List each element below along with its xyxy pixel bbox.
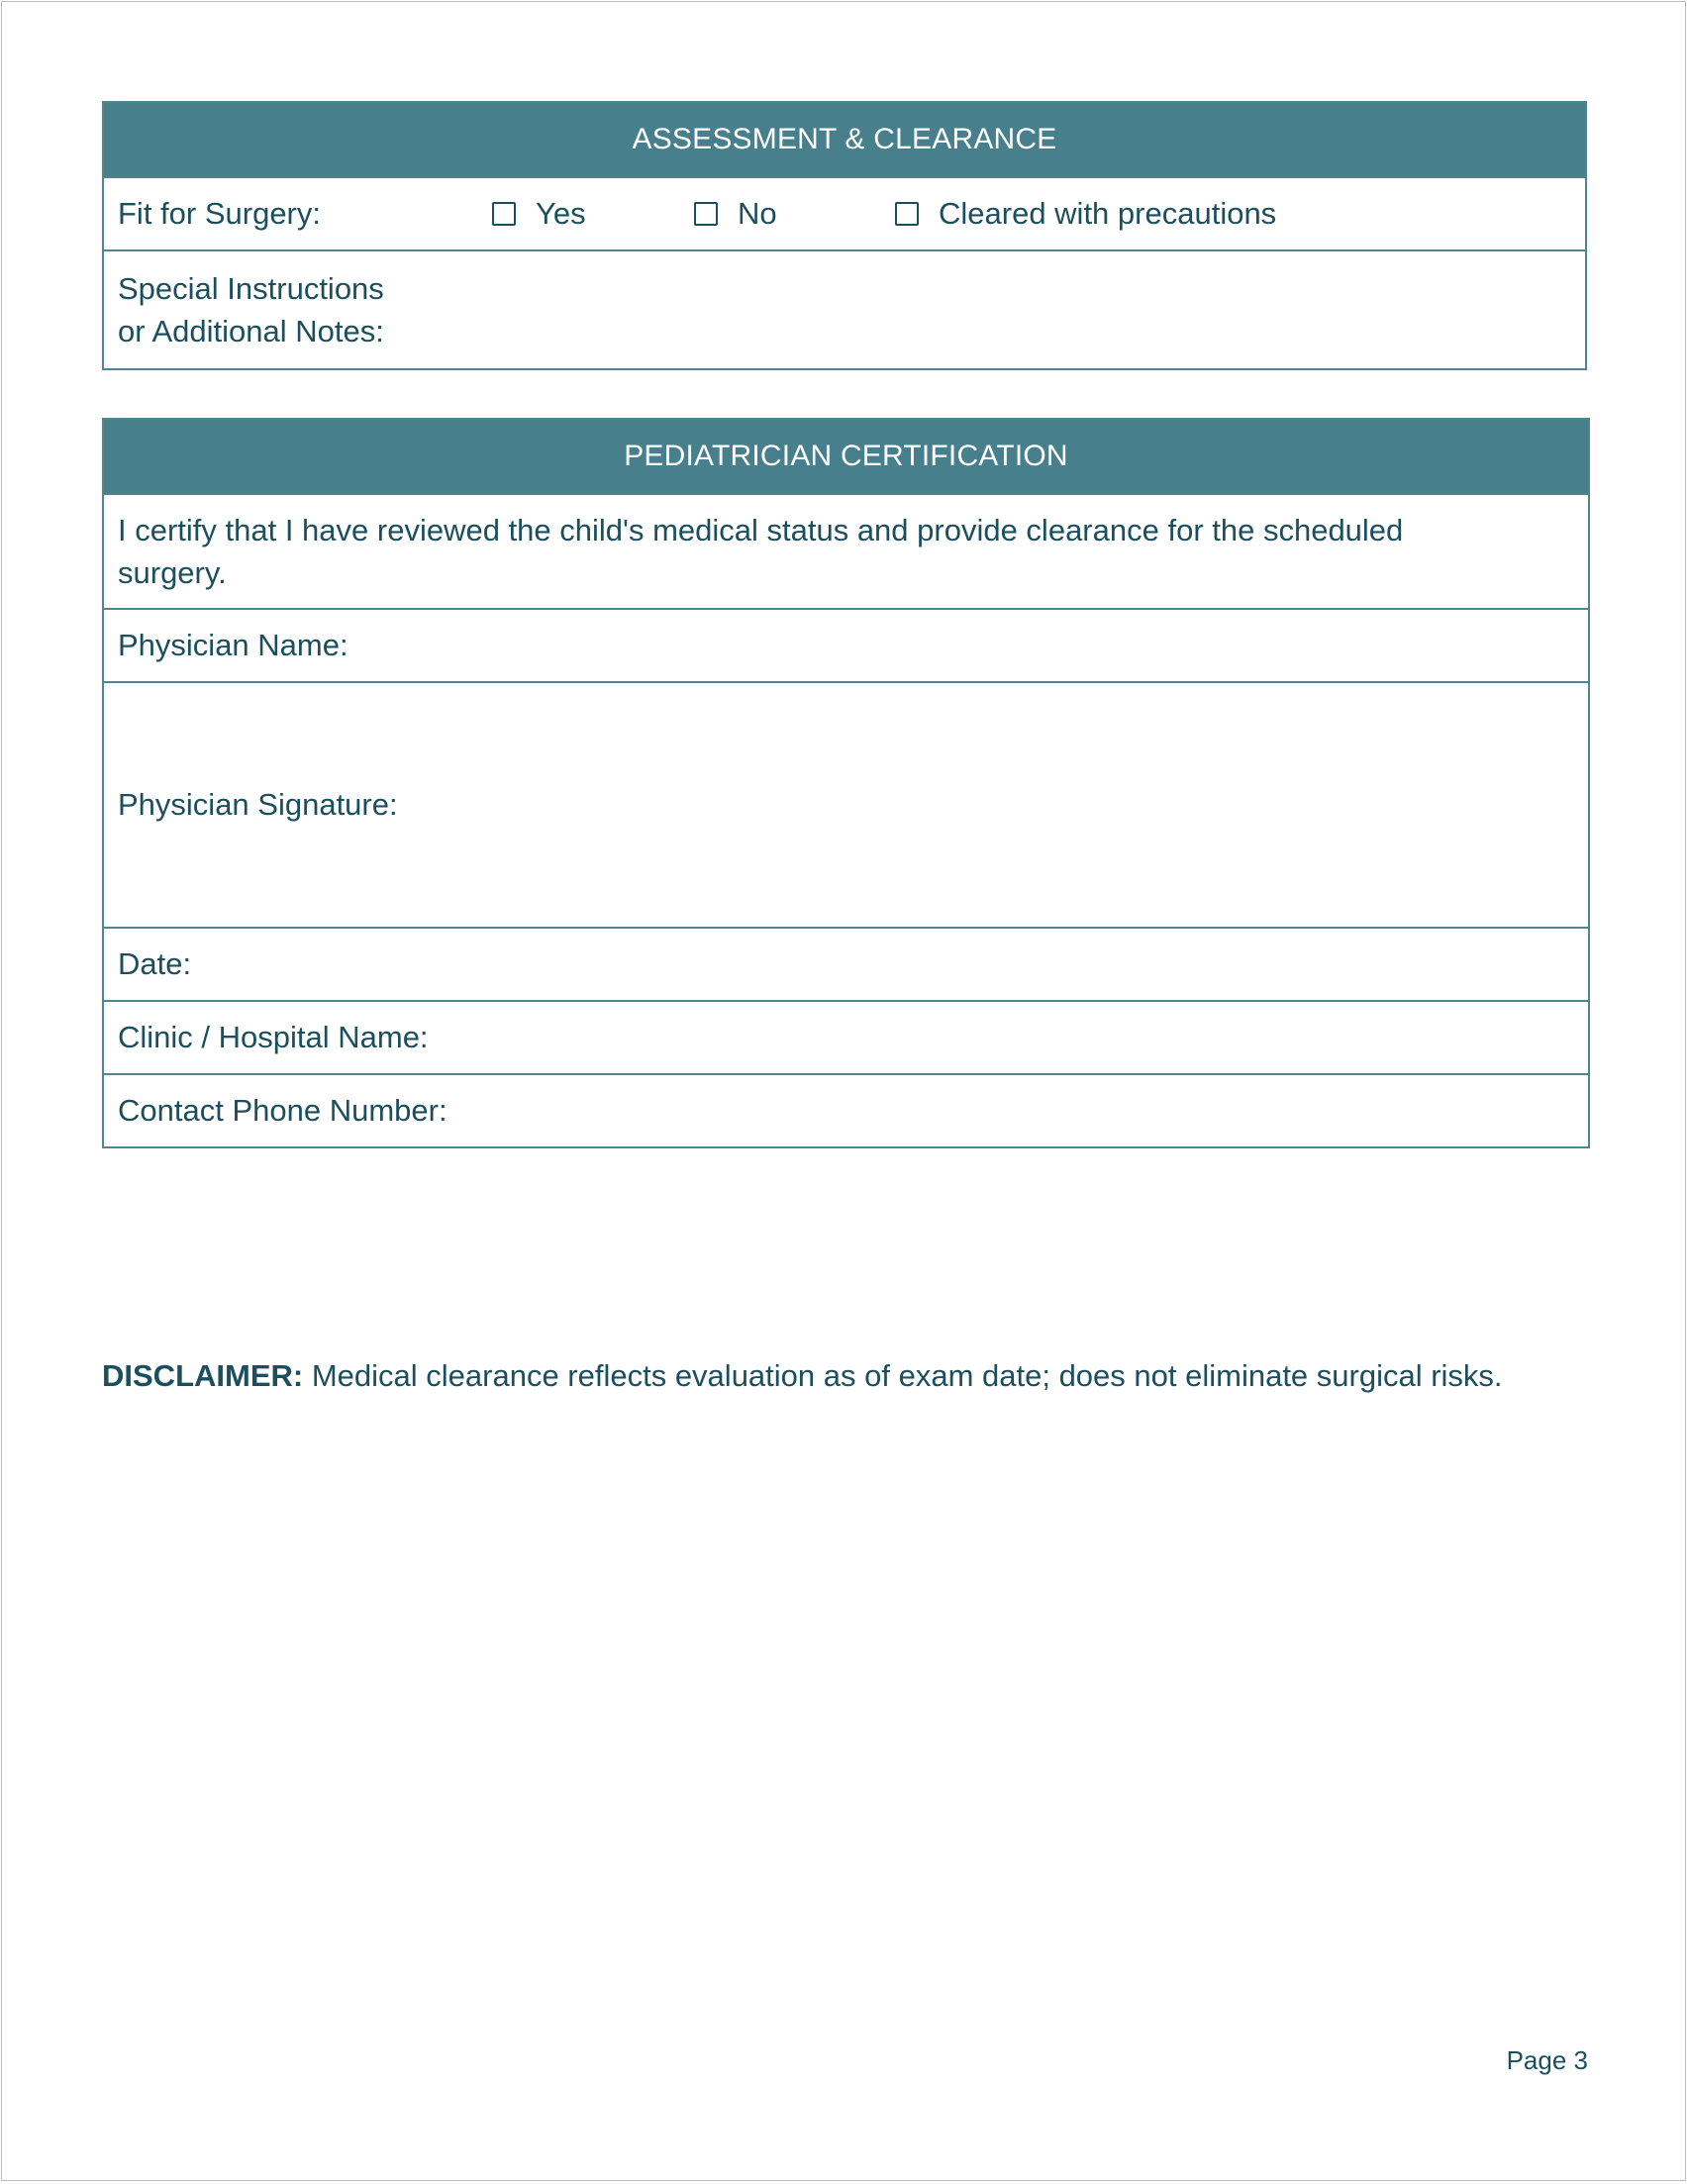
checkbox-icon[interactable] <box>895 202 919 226</box>
notes-label-line-1: Special Instructions <box>118 271 384 306</box>
phone-row[interactable] <box>104 1073 1588 1146</box>
option-yes-label: Yes <box>536 196 586 231</box>
certification-header: PEDIATRICIAN CERTIFICATION <box>104 420 1588 493</box>
clinic-label: Clinic / Hospital Name: <box>118 1020 429 1054</box>
clinic-row[interactable] <box>104 1000 1588 1073</box>
statement-line-2: surgery. <box>118 555 227 590</box>
option-no[interactable] <box>694 196 777 232</box>
option-no-label: No <box>738 196 777 231</box>
disclaimer-text: Medical clearance reflects evaluation as of exam date; does not eliminate surgical risks. <box>303 1358 1503 1393</box>
physician-signature-label: Physician Signature: <box>118 787 398 822</box>
disclaimer <box>102 1358 1503 1394</box>
certification-statement-row <box>104 493 1588 608</box>
assessment-header: ASSESSMENT & CLEARANCE <box>104 103 1585 176</box>
notes-label <box>118 267 384 352</box>
certification-statement <box>118 509 1403 594</box>
checkbox-icon[interactable] <box>694 202 718 226</box>
statement-line-1: I certify that I have reviewed the child's medical status and provide clearance for the scheduled <box>118 513 1404 547</box>
notes-label-line-2: or Additional Notes: <box>118 314 384 348</box>
page-number: Page 3 <box>1506 2045 1588 2075</box>
fit-for-surgery-row <box>104 176 1585 249</box>
date-row[interactable] <box>104 927 1588 1000</box>
date-label: Date: <box>118 946 192 981</box>
physician-name-row[interactable] <box>104 608 1588 681</box>
phone-label: Contact Phone Number: <box>118 1093 447 1128</box>
checkbox-icon[interactable] <box>492 202 516 226</box>
option-cleared-label: Cleared with precautions <box>939 196 1277 231</box>
fit-for-surgery-label: Fit for Surgery: <box>118 196 321 231</box>
assessment-section <box>102 101 1587 370</box>
physician-signature-row[interactable] <box>104 681 1588 927</box>
certification-section <box>102 418 1590 1148</box>
notes-row[interactable] <box>104 249 1585 368</box>
option-yes[interactable] <box>492 196 586 232</box>
disclaimer-label: DISCLAIMER: <box>102 1358 304 1393</box>
option-cleared-with-precautions[interactable] <box>895 196 1276 232</box>
physician-name-label: Physician Name: <box>118 628 348 662</box>
